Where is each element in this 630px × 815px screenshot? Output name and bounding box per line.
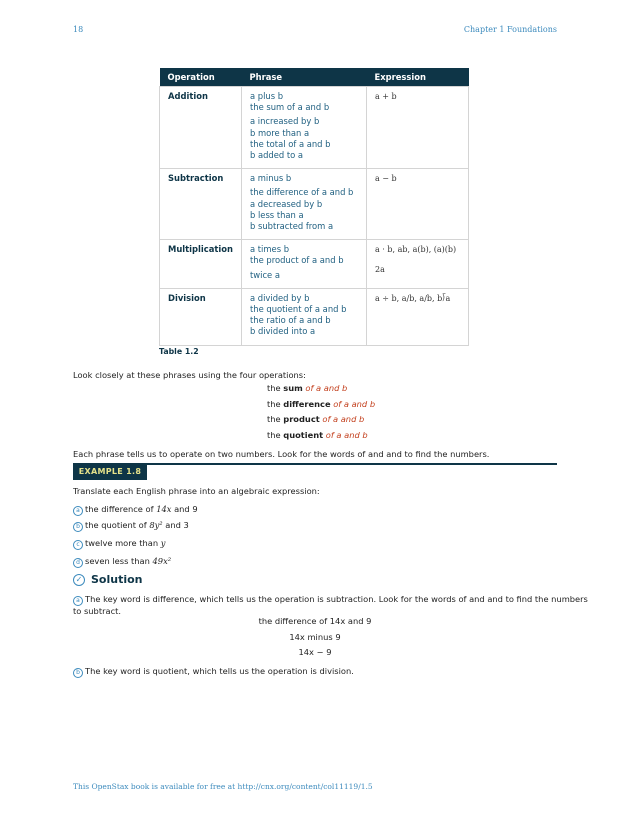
explain-text: Each phrase tells us to operate on two numbers. Look for the words of and and to find the numbers. <box>73 449 490 459</box>
phrase: the sum of a and b <box>249 102 330 113</box>
operation-cell: Addition <box>160 87 242 169</box>
phrase: the product of a and b <box>249 255 344 266</box>
col-expression: Expression <box>366 68 468 87</box>
solution-line: the difference of 14x and 9 <box>258 616 372 626</box>
phrase: a increased by b <box>249 116 320 127</box>
phrase: b more than a <box>249 127 310 138</box>
example-label: EXAMPLE 1.8 <box>73 463 147 480</box>
phrase-line: the quotient of a and b <box>267 430 368 440</box>
phrase: the quotient of a and b <box>249 304 347 315</box>
table-row <box>160 288 469 345</box>
example-instruction: Translate each English phrase into an algebraic expression: <box>73 486 320 496</box>
marker-d-icon: d <box>73 558 83 568</box>
marker-a-icon: a <box>73 506 83 516</box>
expression-cell <box>366 169 468 240</box>
expression: a ÷ b, a/b, a/b, b⟌a <box>374 293 451 303</box>
col-operation: Operation <box>160 68 242 87</box>
list-item: c twelve more than y <box>73 538 165 550</box>
solution-a-text-cont: to subtract. <box>73 606 122 616</box>
expression-cell <box>366 87 468 169</box>
expression-cell <box>366 240 468 289</box>
phrase: b subtracted from a <box>249 221 334 232</box>
expression: a + b <box>374 92 397 101</box>
list-item: a the difference of 14x and 9 <box>73 504 198 516</box>
marker-c-icon: c <box>73 540 83 550</box>
expression: a · b, ab, a(b), (a)(b) <box>374 245 457 255</box>
phrase: the difference of a and b <box>249 187 354 198</box>
list-item: b the quotient of 8y² and 3 <box>73 520 189 532</box>
solution-title: Solution <box>91 573 143 586</box>
phrase-cell <box>241 240 366 289</box>
phrase: b less than a <box>249 209 304 220</box>
solution-line: 14x minus 9 <box>289 632 341 642</box>
example-rule <box>147 463 557 465</box>
phrase: the total of a and b <box>249 138 331 149</box>
solution-a-text: a The key word is difference, which tells us the operation is subtraction. Look for the words of and and to find the numbers <box>73 594 588 606</box>
chapter-header: Chapter 1 Foundations <box>463 25 557 34</box>
phrase: twice a <box>249 269 280 280</box>
checkmark-icon: ✓ <box>73 574 85 586</box>
phrase-line: the sum of a and b <box>267 383 348 393</box>
table-row <box>160 169 469 240</box>
marker-a-icon: a <box>73 596 83 606</box>
col-phrase: Phrase <box>241 68 366 87</box>
phrase: b added to a <box>249 150 304 161</box>
operation-cell: Multiplication <box>160 240 242 289</box>
phrase-cell <box>241 87 366 169</box>
operation-cell: Division <box>160 288 242 345</box>
footer: This OpenStax book is available for free at http://cnx.org/content/col11119/1.5 <box>73 782 373 791</box>
expression-cell <box>366 288 468 345</box>
table-row <box>160 87 469 169</box>
intro-text: Look closely at these phrases using the four operations: <box>73 370 306 380</box>
phrase-line: the product of a and b <box>267 414 365 424</box>
table-row <box>160 240 469 289</box>
phrase: a divided by b <box>249 292 310 303</box>
phrase-cell <box>241 169 366 240</box>
phrase: a minus b <box>249 173 292 184</box>
phrase: the ratio of a and b <box>249 315 331 326</box>
solution-b-text: b The key word is quotient, which tells us the operation is division. <box>73 666 354 678</box>
expression: 2a <box>374 265 385 275</box>
list-item: d seven less than 49x² <box>73 556 171 568</box>
page-number: 18 <box>73 25 84 34</box>
table-caption: Table 1.2 <box>159 347 199 356</box>
phrase-line: the difference of a and b <box>267 399 376 409</box>
phrase: b divided into a <box>249 326 316 337</box>
operations-table <box>159 68 469 346</box>
phrase: a decreased by b <box>249 198 323 209</box>
phrase: a times b <box>249 244 290 255</box>
example-banner <box>73 463 557 480</box>
phrase: a plus b <box>249 91 284 101</box>
expression: a − b <box>374 174 397 184</box>
phrase-cell <box>241 288 366 345</box>
marker-b-icon: b <box>73 522 83 532</box>
marker-b-icon: b <box>73 668 83 678</box>
solution-line: 14x − 9 <box>298 647 332 657</box>
operation-cell: Subtraction <box>160 169 242 240</box>
